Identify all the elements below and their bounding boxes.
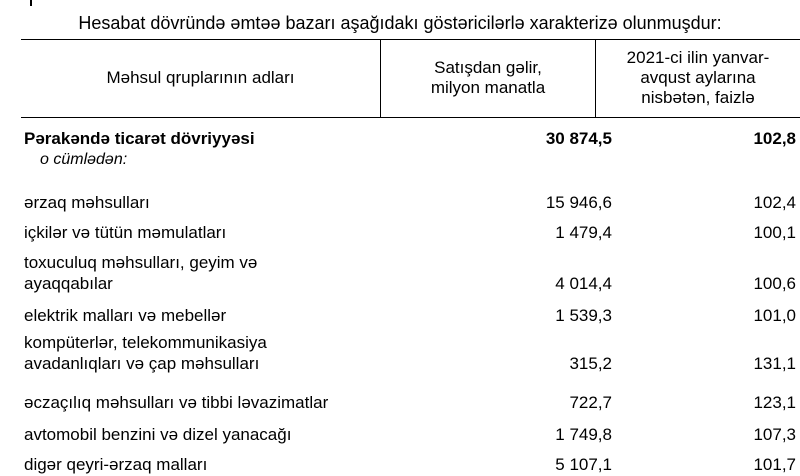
header-sales-revenue-label: Satışdan gəlir, milyon manatla	[430, 58, 546, 97]
page-corner-mark	[30, 0, 32, 6]
header-product-groups	[21, 39, 380, 117]
row-value: 4 014,4	[555, 274, 612, 293]
table-header-rule	[21, 117, 800, 118]
row-value: 1 479,4	[555, 223, 612, 242]
row-name: avtomobil benzini və dizel yanacağı	[24, 425, 292, 444]
row-value: 1 749,8	[555, 425, 612, 444]
row-value: 722,7	[569, 393, 612, 412]
row-percent: 101,7	[753, 455, 796, 474]
row-percent: 123,1	[753, 393, 796, 412]
row-percent: 131,1	[753, 354, 796, 373]
row-percent: 101,0	[753, 306, 796, 325]
row-value: 315,2	[569, 354, 612, 373]
row-name: içkilər və tütün məmulatları	[24, 223, 227, 242]
row-value: 15 946,6	[545, 193, 612, 212]
row-name: elektrik malları və mebellər	[24, 306, 227, 325]
row-percent: 102,4	[753, 193, 796, 212]
intro-text: Hesabat dövründə əmtəə bazarı aşağıdakı göstəricilərlə xarakterizə olunmuşdur:	[78, 13, 722, 33]
row-name: kompüterlər, telekommunikasiya avadanlıqları və çap məhsulları	[24, 333, 267, 373]
row-percent: 100,1	[753, 223, 796, 242]
row-percent: 107,3	[753, 425, 796, 444]
row-name: ərzaq məhsulları	[24, 193, 150, 212]
header-sales-revenue	[381, 39, 595, 117]
row-percent: 100,6	[753, 274, 796, 293]
row-name: əczaçılıq məhsulları və tibbi ləvazimatlar	[24, 393, 329, 412]
row-value: 30 874,5	[545, 129, 612, 148]
subheading: o cümlədən:	[40, 151, 128, 168]
row-name: digər qeyri-ərzaq malları	[24, 455, 208, 474]
header-product-groups-label: Məhsul qruplarının adları	[106, 68, 295, 87]
header-percent-change	[596, 39, 800, 117]
row-name: toxuculuq məhsulları, geyim və ayaqqabılar	[24, 253, 258, 293]
row-name: Pərakəndə ticarət dövriyyəsi	[24, 129, 255, 148]
row-percent: 102,8	[753, 129, 796, 148]
header-percent-change-label: 2021-ci ilin yanvar- avqust aylarına nisbətən, faizlə	[626, 48, 770, 107]
row-value: 1 539,3	[555, 306, 612, 325]
row-value: 5 107,1	[555, 455, 612, 474]
